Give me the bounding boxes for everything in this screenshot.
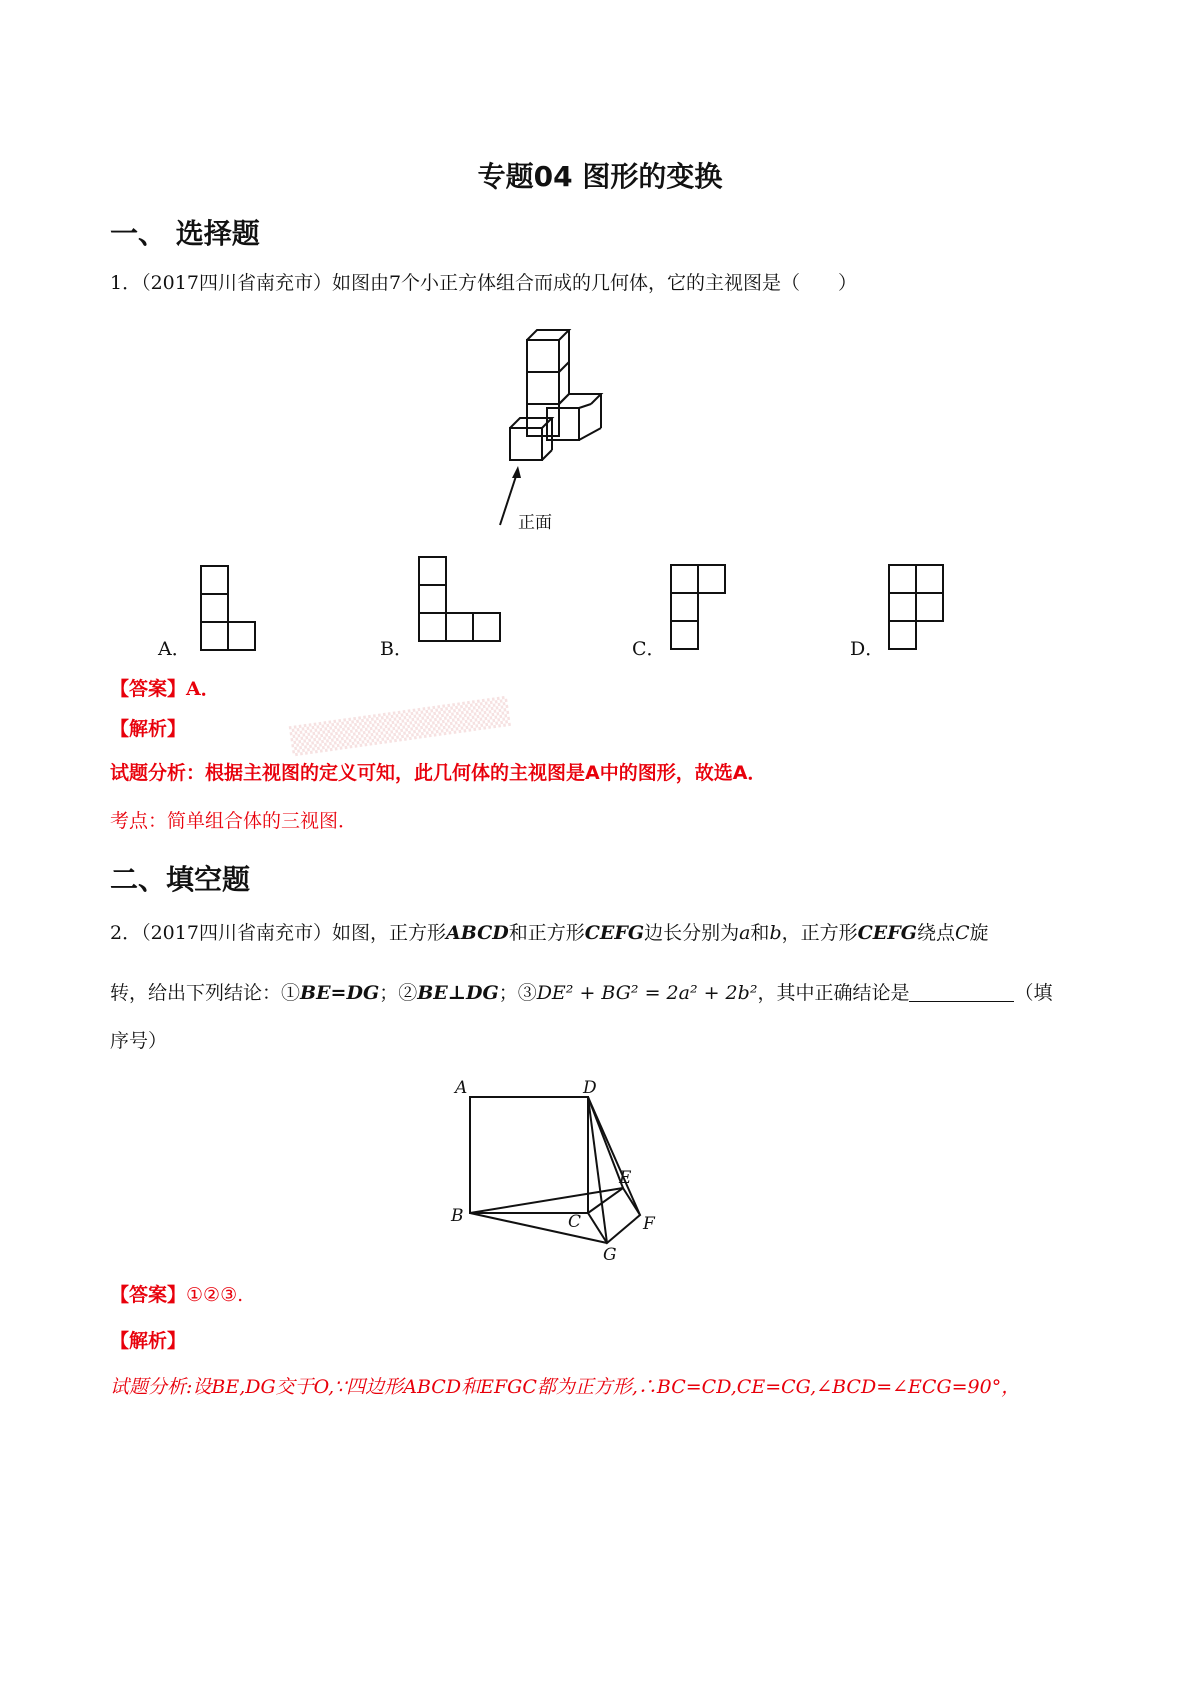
option-b-label: B． <box>380 638 413 660</box>
point-g: G <box>603 1245 617 1265</box>
math-c: C <box>954 922 970 944</box>
text: 如图，正方形 <box>331 922 446 944</box>
text: ；③ <box>498 982 537 1004</box>
watermark: ▒▒▒▒▒▒▒▒▒▒▒ <box>288 696 511 758</box>
section-heading-choice: 一、 选择题 <box>110 217 260 250</box>
point-c: C <box>568 1212 582 1232</box>
conclusion-3-formula: DE² + BG² = 2a² + 2b² <box>536 982 758 1004</box>
question-1-kaodian: 考点：简单组合体的三视图． <box>110 810 358 832</box>
page-title: 专题04 图形的变换 <box>477 160 723 193</box>
question-1-analysis-tag: 【解析】 <box>110 718 187 740</box>
point-e: E <box>619 1168 632 1188</box>
point-d: D <box>583 1078 597 1098</box>
question-1-solid-figure <box>490 320 620 535</box>
section-heading-fill: 二、填空题 <box>110 863 251 896</box>
math-abcd: ABCD <box>445 922 509 944</box>
option-a-label: A． <box>158 638 191 660</box>
math-a: a <box>739 922 751 944</box>
question-number: 2． <box>110 922 142 944</box>
question-2-analysis: 试题分析:设BE,DG交于O,∵四边形ABCD和EFGC都为正方形,∴BC=CD,CE=CG,∠BCD=∠ECG=90°， <box>110 1376 1021 1398</box>
question-2-line-1 <box>110 918 1100 948</box>
point-b: B <box>451 1206 464 1226</box>
answer-tag: 【答案】 <box>110 678 187 700</box>
option-c-figure <box>670 564 730 652</box>
question-1-analysis: 试题分析：根据主视图的定义可知，此几何体的主视图是A中的图形，故选A． <box>110 762 767 784</box>
text: 绕点 <box>916 922 955 944</box>
answer-value: A． <box>186 678 220 700</box>
math-cefg: CEFG <box>584 922 645 944</box>
text: 旋 <box>969 922 989 944</box>
math-b: b <box>769 922 782 944</box>
question-2-answer <box>110 1280 1100 1310</box>
question-2-geometry-figure <box>445 1075 675 1270</box>
text: 和 <box>750 922 770 944</box>
text: ；② <box>379 982 418 1004</box>
answer-value: ①②③. <box>186 1284 244 1306</box>
question-2-line-3: 序号） <box>110 1030 168 1052</box>
question-1-stem <box>110 268 1100 298</box>
option-d-label: D． <box>850 638 885 660</box>
option-b-figure <box>418 556 506 644</box>
math-cefg: CEFG <box>857 922 917 944</box>
text: 和正方形 <box>508 922 585 944</box>
text: （填 <box>1014 982 1053 1004</box>
question-text: 如图由7个小正方体组合而成的几何体，它的主视图是（ ） <box>331 272 858 294</box>
question-number: 1． <box>110 272 142 294</box>
text: ，正方形 <box>781 922 858 944</box>
point-a: A <box>455 1078 468 1098</box>
question-2-analysis-tag: 【解析】 <box>110 1330 187 1352</box>
conclusion-2: BE⊥DG <box>417 982 499 1004</box>
text: 转，给出下列结论：① <box>110 982 301 1004</box>
option-a-figure <box>200 565 260 653</box>
conclusion-1: BE=DG <box>300 982 380 1004</box>
option-c-label: C． <box>632 638 666 660</box>
option-d-figure <box>888 564 948 652</box>
question-1-answer <box>110 674 1100 704</box>
question-2-line-2 <box>110 978 1100 1008</box>
front-view-label: 正面 <box>518 513 552 533</box>
question-source: （2017四川省南充市） <box>141 272 332 294</box>
answer-tag: 【答案】 <box>110 1284 187 1306</box>
text: ，其中正确结论是 <box>757 982 910 1004</box>
question-source: （2017四川省南充市） <box>141 922 332 944</box>
answer-blank <box>909 981 1014 1002</box>
text: 边长分别为 <box>644 922 740 944</box>
point-f: F <box>643 1214 655 1234</box>
